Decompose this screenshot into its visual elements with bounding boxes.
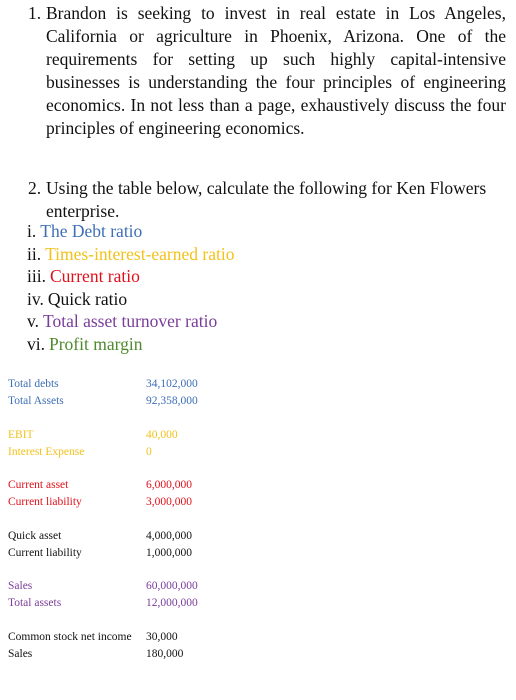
table-label: Current asset <box>8 479 69 491</box>
ratio-item-total-asset-turnover <box>27 310 234 333</box>
ratio-list <box>27 220 234 355</box>
table-label: Total Assets <box>8 395 64 407</box>
table-label: Quick asset <box>8 529 62 542</box>
ratio-item-times-interest-earned <box>27 243 234 266</box>
ratio-item-numeral: iv. <box>27 288 44 309</box>
table-label: Sales <box>8 580 33 592</box>
question-2-number: 2. <box>28 178 42 198</box>
table-value: 92,358,000 <box>146 395 198 407</box>
ratio-item-text: Times-interest-earned ratio <box>45 243 235 264</box>
table-value: 6,000,000 <box>146 479 192 491</box>
ratio-item-text: Current ratio <box>49 266 140 286</box>
table-value: 4,000,000 <box>146 529 192 542</box>
table-label: Sales <box>8 647 33 660</box>
table-value: 180,000 <box>146 647 184 660</box>
table-value: 40,000 <box>146 428 178 441</box>
table-value: 12,000,000 <box>146 597 198 609</box>
table-label: Current liability <box>8 496 82 508</box>
ratio-item-profit-margin <box>27 333 234 356</box>
table-value: 30,000 <box>146 630 178 643</box>
ratio-item-debt <box>27 220 234 243</box>
table-value: 34,102,000 <box>146 378 198 390</box>
question-2-text: Using the table below, calculate the following for Ken Flowers enterprise. <box>46 178 487 221</box>
question-1-text: Brandon is seeking to invest in real estate in Los Angeles, California or agriculture in Phoenix, Arizona. One of the requirements for setting up such highly capital-intensive businesses is understanding the four principles of engineering economics. In not less than a page, exhaustively discuss the four principles of engineering economics. <box>46 3 506 138</box>
question-1 <box>28 2 506 140</box>
table-label: Total debts <box>8 378 59 390</box>
table-label: EBIT <box>8 428 34 441</box>
ratio-item-text: Total asset turnover ratio <box>43 311 218 331</box>
ratio-item-text: Profit margin <box>49 333 143 354</box>
ratio-item-numeral: i. <box>27 221 37 241</box>
table-value: 3,000,000 <box>146 496 192 508</box>
table-label: Common stock net income <box>8 630 132 643</box>
ratio-item-numeral: vi. <box>27 333 45 354</box>
table-label: Current liability <box>8 546 82 559</box>
ratio-item-numeral: iii. <box>27 266 46 286</box>
ratio-item-numeral: v. <box>27 311 39 331</box>
table-value: 0 <box>146 445 152 458</box>
ratio-item-quick <box>27 288 234 311</box>
ratio-item-text: The Debt ratio <box>40 221 143 241</box>
ratio-item-current <box>27 265 234 288</box>
table-value: 60,000,000 <box>146 580 198 592</box>
ratio-item-text: Quick ratio <box>47 288 128 309</box>
ratio-item-numeral: ii. <box>27 243 42 264</box>
question-2 <box>28 177 506 223</box>
table-label: Total assets <box>8 597 62 609</box>
question-1-number: 1. <box>28 3 42 23</box>
table-label: Interest Expense <box>8 445 85 458</box>
table-value: 1,000,000 <box>146 546 192 559</box>
